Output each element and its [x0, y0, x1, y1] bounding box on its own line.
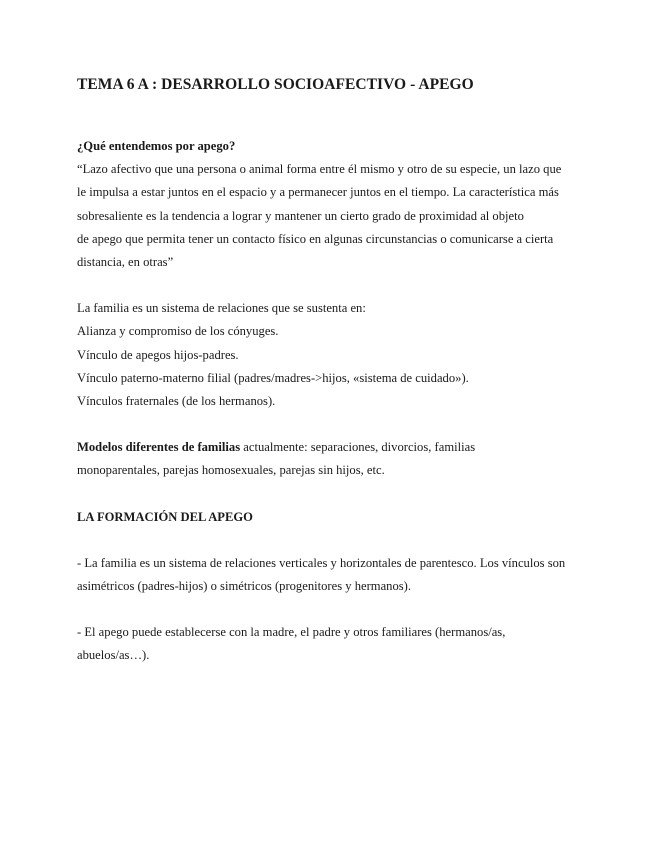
- family-item: Alianza y compromiso de los cónyuges.: [77, 324, 279, 339]
- spacer: [77, 274, 597, 297]
- formation-line: asimétricos (padres-hijos) o simétricos (progenitores y hermanos).: [77, 579, 411, 594]
- document-page: [77, 74, 597, 668]
- quote-line: le impulsa a estar juntos en el espacio y a permanecer juntos en el tiempo. La característica más: [77, 185, 559, 200]
- formation-paragraph-1: [77, 552, 597, 598]
- family-section: [77, 297, 597, 413]
- models-bold-lead: Modelos diferentes de familias: [77, 440, 241, 455]
- question-heading: ¿Qué entendemos por apego?: [77, 139, 236, 153]
- family-item: Vínculo paterno-materno filial (padres/madres->hijos, «sistema de cuidado»).: [77, 370, 469, 385]
- definition-quote: [77, 158, 597, 274]
- family-item: Vínculos fraternales (de los hermanos).: [77, 394, 276, 409]
- formation-paragraph-2: [77, 621, 597, 667]
- spacer: [77, 529, 597, 552]
- formation-line: - El apego puede establecerse con la madre, el padre y otros familiares (hermanos/as,: [77, 625, 506, 640]
- spacer: [77, 483, 597, 506]
- models-line-1-rest: actualmente: separaciones, divorcios, familias: [240, 440, 476, 455]
- quote-line: sobresaliente es la tendencia a lograr y mantener un cierto grado de proximidad al objeto: [77, 208, 524, 223]
- formation-line: - La familia es un sistema de relaciones verticales y horizontales de parentesco. Los vínculos son: [77, 555, 566, 570]
- models-section: [77, 436, 597, 482]
- quote-line: distancia, en otras”: [77, 255, 174, 270]
- family-intro: La familia es un sistema de relaciones que se sustenta en:: [77, 301, 366, 316]
- spacer: [77, 413, 597, 436]
- quote-line: de apego que permita tener un contacto físico en algunas circunstancias o comunicarse a cierta: [77, 231, 554, 246]
- spacer: [77, 598, 597, 621]
- models-line-2: monoparentales, parejas homosexuales, parejas sin hijos, etc.: [77, 463, 385, 478]
- family-item: Vínculo de apegos hijos-padres.: [77, 347, 239, 362]
- formation-heading: LA FORMACIÓN DEL APEGO: [77, 509, 253, 524]
- models-line-1: [77, 436, 597, 459]
- document-title: TEMA 6 A : DESARROLLO SOCIOAFECTIVO - APEGO: [77, 76, 474, 93]
- quote-line: “Lazo afectivo que una persona o animal forma entre él mismo y otro de su especie, un lazo que: [77, 162, 562, 177]
- formation-line: abuelos/as…).: [77, 648, 150, 663]
- spacer: [77, 96, 597, 135]
